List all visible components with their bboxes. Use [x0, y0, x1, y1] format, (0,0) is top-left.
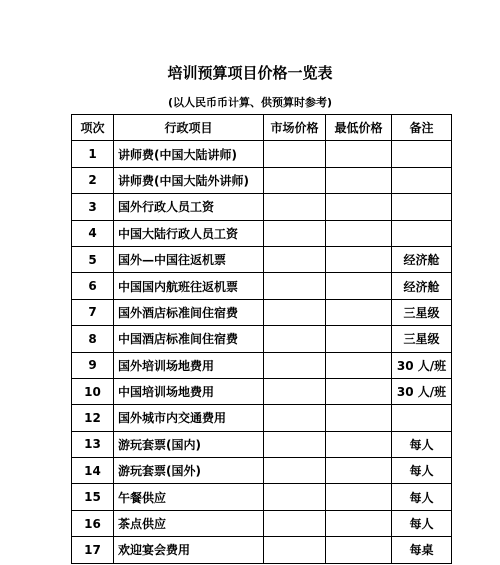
cell-no: 5 [72, 246, 114, 272]
cell-note: 每人 [392, 431, 452, 457]
table-row [72, 458, 452, 484]
cell-item: 国外酒店标准间住宿费 [114, 299, 264, 325]
cell-no: 1 [72, 141, 114, 167]
table-row [72, 378, 452, 404]
cell-lowest-price [326, 510, 392, 536]
cell-market-price [264, 273, 326, 299]
cell-note: 每桌 [392, 537, 452, 563]
header-lowest-price: 最低价格 [326, 115, 392, 141]
table-row [72, 352, 452, 378]
cell-item: 游玩套票(国内) [114, 431, 264, 457]
cell-market-price [264, 537, 326, 563]
cell-item: 游玩套票(国外) [114, 458, 264, 484]
document-subtitle: (以人民币币计算、供预算时参考) [167, 96, 333, 109]
table-row [72, 510, 452, 536]
cell-no: 12 [72, 405, 114, 431]
cell-item: 国外培训场地费用 [114, 352, 264, 378]
cell-note: 每人 [392, 510, 452, 536]
table-row [72, 194, 452, 220]
cell-market-price [264, 431, 326, 457]
cell-item: 讲师费(中国大陆讲师) [114, 141, 264, 167]
table-row [72, 220, 452, 246]
cell-market-price [264, 378, 326, 404]
table-row [72, 167, 452, 193]
cell-note: 三星级 [392, 299, 452, 325]
header-item: 行政项目 [114, 115, 264, 141]
cell-lowest-price [326, 167, 392, 193]
cell-market-price [264, 141, 326, 167]
cell-note: 30 人/班 [392, 352, 452, 378]
cell-market-price [264, 458, 326, 484]
cell-note [392, 405, 452, 431]
document-title: 培训预算项目价格一览表 [167, 64, 333, 82]
cell-note: 每人 [392, 484, 452, 510]
cell-note: 经济舱 [392, 273, 452, 299]
table-row [72, 299, 452, 325]
cell-item: 国外—中国往返机票 [114, 246, 264, 272]
cell-no: 4 [72, 220, 114, 246]
cell-item: 欢迎宴会费用 [114, 537, 264, 563]
table-row [72, 484, 452, 510]
cell-lowest-price [326, 537, 392, 563]
cell-note: 三星级 [392, 326, 452, 352]
cell-market-price [264, 326, 326, 352]
cell-lowest-price [326, 431, 392, 457]
cell-item: 讲师费(中国大陆外讲师) [114, 167, 264, 193]
cell-no: 2 [72, 167, 114, 193]
cell-item: 茶点供应 [114, 510, 264, 536]
cell-market-price [264, 405, 326, 431]
cell-note [392, 141, 452, 167]
cell-lowest-price [326, 326, 392, 352]
cell-item: 午餐供应 [114, 484, 264, 510]
cell-lowest-price [326, 194, 392, 220]
cell-market-price [264, 299, 326, 325]
cell-market-price [264, 167, 326, 193]
cell-item: 国外行政人员工资 [114, 194, 264, 220]
cell-no: 14 [72, 458, 114, 484]
cell-market-price [264, 484, 326, 510]
header-note: 备注 [392, 115, 452, 141]
table-header-row [72, 115, 452, 141]
cell-market-price [264, 194, 326, 220]
header-market-price: 市场价格 [264, 115, 326, 141]
cell-no: 9 [72, 352, 114, 378]
cell-lowest-price [326, 484, 392, 510]
table-row [72, 326, 452, 352]
cell-no: 8 [72, 326, 114, 352]
cell-market-price [264, 246, 326, 272]
table-row [72, 273, 452, 299]
cell-lowest-price [326, 246, 392, 272]
cell-no: 10 [72, 378, 114, 404]
cell-lowest-price [326, 458, 392, 484]
cell-lowest-price [326, 405, 392, 431]
budget-price-table [71, 114, 452, 564]
cell-item: 中国国内航班往返机票 [114, 273, 264, 299]
cell-lowest-price [326, 141, 392, 167]
cell-item: 中国培训场地费用 [114, 378, 264, 404]
cell-item: 中国酒店标准间住宿费 [114, 326, 264, 352]
table-row [72, 431, 452, 457]
table-row [72, 246, 452, 272]
cell-market-price [264, 510, 326, 536]
cell-lowest-price [326, 273, 392, 299]
table-row [72, 405, 452, 431]
cell-item: 中国大陆行政人员工资 [114, 220, 264, 246]
cell-note [392, 194, 452, 220]
cell-note: 经济舱 [392, 246, 452, 272]
cell-lowest-price [326, 378, 392, 404]
cell-note: 每人 [392, 458, 452, 484]
cell-no: 7 [72, 299, 114, 325]
cell-no: 6 [72, 273, 114, 299]
cell-lowest-price [326, 299, 392, 325]
cell-market-price [264, 352, 326, 378]
cell-note [392, 220, 452, 246]
cell-no: 15 [72, 484, 114, 510]
cell-no: 16 [72, 510, 114, 536]
header-no: 项次 [72, 115, 114, 141]
cell-no: 3 [72, 194, 114, 220]
table-body [72, 141, 452, 563]
cell-lowest-price [326, 352, 392, 378]
table-row [72, 141, 452, 167]
cell-note: 30 人/班 [392, 378, 452, 404]
cell-market-price [264, 220, 326, 246]
table-row [72, 537, 452, 563]
cell-no: 17 [72, 537, 114, 563]
cell-item: 国外城市内交通费用 [114, 405, 264, 431]
cell-lowest-price [326, 220, 392, 246]
cell-note [392, 167, 452, 193]
cell-no: 13 [72, 431, 114, 457]
